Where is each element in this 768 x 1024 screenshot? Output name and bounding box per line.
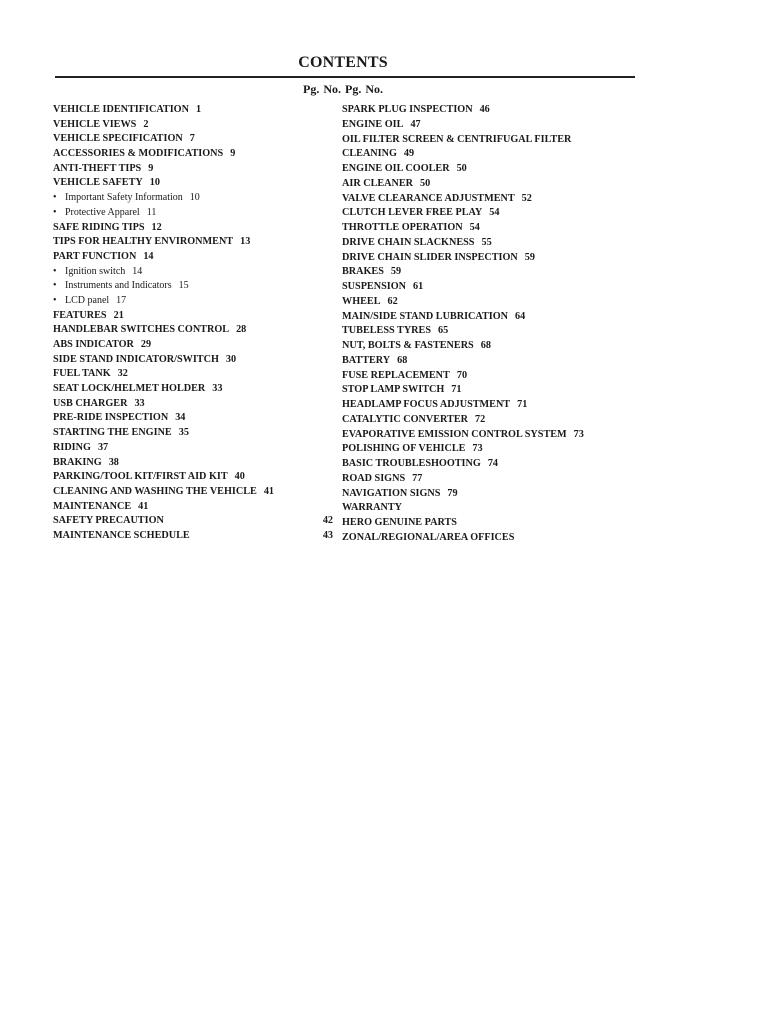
toc-entry-page: 77 [412, 472, 423, 484]
toc-entry [342, 339, 642, 354]
title-divider [55, 76, 635, 78]
toc-entry-page: 62 [387, 295, 398, 307]
toc-entry-title: SPARK PLUG INSPECTION [342, 104, 473, 115]
toc-entry-page: 28 [236, 324, 247, 336]
toc-entry [342, 221, 642, 236]
toc-entry [53, 441, 333, 456]
toc-entry [342, 487, 642, 502]
toc-entry-page: 50 [420, 177, 431, 189]
toc-entry-title: WHEEL [342, 295, 381, 307]
toc-entry-title: FUEL TANK [53, 368, 111, 380]
toc-entry [342, 206, 642, 221]
toc-entry-title: FEATURES [53, 309, 107, 321]
toc-entry-title: ABS INDICATOR [53, 339, 134, 350]
toc-entry [342, 413, 642, 428]
toc-entry [342, 531, 642, 546]
toc-entry [53, 206, 333, 221]
toc-entry [342, 280, 642, 295]
toc-entry-page: 30 [225, 353, 237, 365]
toc-entry-title: MAIN/SIDE STAND LUBRICATION [342, 310, 509, 322]
toc-entry-title: Ignition switch [65, 265, 126, 277]
toc-entry-page: 64 [515, 310, 526, 322]
toc-entry-title: TIPS FOR HEALTHY ENVIRONMENT [53, 236, 234, 248]
toc-entry-title: STARTING THE ENGINE [53, 427, 172, 439]
toc-entry-page: 47 [410, 118, 421, 130]
toc-entry-page: 74 [487, 458, 498, 469]
bullet-icon: • [53, 265, 57, 277]
toc-entry-page: 70 [456, 369, 468, 381]
toc-entry-page: 38 [108, 456, 119, 468]
toc-entry-title: CLEANING [342, 148, 397, 160]
toc-entry-page: 9 [230, 148, 236, 160]
toc-entry-title: BATTERY [342, 354, 391, 366]
toc-entry-title: DRIVE CHAIN SLIDER INSPECTION [342, 251, 518, 263]
toc-entry [342, 192, 642, 207]
toc-entry-title: SAFE RIDING TIPS [53, 221, 145, 233]
toc-entry [53, 118, 333, 133]
toc-entry [342, 324, 642, 339]
toc-entry-page: 1 [195, 104, 202, 115]
toc-entry [342, 442, 642, 457]
toc-entry [342, 133, 642, 148]
toc-entry-page: 41 [263, 485, 274, 497]
toc-entry-page: 59 [390, 266, 402, 278]
toc-entry [53, 176, 333, 191]
bullet-icon: • [53, 294, 57, 306]
toc-entry [342, 265, 642, 280]
page-title: CONTENTS [298, 54, 388, 71]
toc-entry-page: 61 [412, 281, 424, 292]
toc-entry [53, 103, 333, 118]
toc-entry [53, 309, 333, 324]
toc-entry [53, 426, 333, 441]
contents-left-column [53, 103, 333, 544]
toc-entry-title: BASIC TROUBLESHOOTING [342, 458, 481, 469]
toc-entry-page: 68 [480, 340, 491, 351]
toc-entry-page: 12 [151, 221, 162, 233]
toc-entry [53, 235, 333, 250]
toc-entry-title: STOP LAMP SWITCH [342, 384, 445, 396]
bullet-icon: • [53, 192, 57, 204]
toc-entry-title: PARKING/TOOL KIT/FIRST AID KIT [53, 471, 228, 483]
toc-entry-title: VALVE CLEARANCE ADJUSTMENT [342, 192, 515, 204]
toc-entry-title: CATALYTIC CONVERTER [342, 413, 468, 425]
toc-entry-title: PRE-RIDE INSPECTION [53, 412, 169, 424]
toc-entry-title: NAVIGATION SIGNS [342, 487, 441, 499]
toc-entry [342, 472, 642, 487]
toc-entry-page: 15 [178, 280, 189, 292]
toc-entry [53, 411, 333, 426]
toc-entry [342, 295, 642, 310]
page-number-header: Pg. No. Pg. No. [303, 82, 383, 96]
toc-entry [53, 323, 333, 338]
toc-entry-title: ANTI-THEFT TIPS [53, 162, 142, 174]
toc-entry [53, 397, 333, 412]
toc-entry [53, 485, 333, 500]
toc-entry-title: SUSPENSION [342, 281, 406, 292]
toc-entry-title: PART FUNCTION [53, 250, 137, 262]
toc-entry-page: 43 [322, 529, 333, 541]
toc-entry [342, 251, 642, 266]
toc-entry-page: 10 [189, 192, 200, 204]
toc-entry-page: 21 [113, 309, 124, 321]
toc-entry-title: WARRANTY [342, 502, 402, 514]
toc-entry [342, 354, 642, 369]
toc-entry [342, 236, 642, 251]
toc-entry [342, 103, 642, 118]
toc-entry-title: VEHICLE SPECIFICATION [53, 133, 183, 145]
toc-entry-title: Important Safety Information [65, 192, 183, 204]
toc-entry-page: 54 [469, 222, 480, 233]
toc-entry [342, 428, 642, 443]
toc-entry-title: SIDE STAND INDICATOR/SWITCH [53, 353, 219, 365]
toc-entry [342, 310, 642, 325]
toc-entry-page: 55 [481, 236, 492, 248]
toc-entry-page: 59 [524, 251, 535, 263]
bullet-icon: • [53, 206, 57, 218]
toc-entry-title: HEADLAMP FOCUS ADJUSTMENT [342, 399, 511, 410]
toc-entry [53, 191, 333, 206]
toc-entry [342, 398, 642, 413]
toc-entry-page: 37 [97, 441, 109, 453]
toc-entry-page: 14 [143, 250, 154, 262]
toc-entry [53, 265, 333, 280]
toc-entry [342, 501, 642, 516]
toc-entry [53, 162, 333, 177]
toc-entry [53, 456, 333, 471]
toc-entry-page: 49 [403, 148, 415, 160]
toc-entry [342, 457, 642, 472]
toc-entry-page: 32 [117, 368, 128, 380]
toc-entry-title: SAFETY PRECAUTION [53, 515, 164, 527]
toc-entry [342, 516, 642, 531]
toc-entry-page: 34 [175, 412, 186, 424]
toc-entry-title: ENGINE OIL COOLER [342, 163, 450, 174]
toc-entry-title: ZONAL/REGIONAL/AREA OFFICES [342, 531, 515, 543]
toc-entry [53, 382, 333, 397]
toc-entry-page: 9 [148, 162, 154, 174]
toc-entry-title: LCD panel [65, 294, 110, 306]
toc-entry-page: 65 [438, 325, 449, 337]
toc-entry-page: 10 [149, 177, 160, 189]
toc-entry-page: 40 [234, 471, 245, 483]
toc-entry-title: HANDLEBAR SWITCHES CONTROL [53, 324, 230, 336]
toc-entry-title: MAINTENANCE SCHEDULE [53, 529, 190, 541]
toc-entry-page: 13 [240, 236, 251, 248]
toc-entry-page: 35 [178, 427, 189, 439]
toc-entry [342, 369, 642, 384]
toc-entry [53, 500, 333, 515]
toc-entry-page: 41 [138, 500, 149, 512]
toc-entry-page: 7 [189, 133, 195, 145]
toc-entry-title: VEHICLE VIEWS [53, 118, 137, 130]
toc-entry-page: 73 [573, 428, 584, 440]
toc-entry [53, 221, 333, 236]
toc-entry [53, 338, 333, 353]
toc-entry-page: 71 [517, 399, 528, 410]
toc-entry [53, 279, 333, 294]
toc-entry-page: 14 [132, 265, 143, 277]
toc-entry [53, 514, 333, 529]
contents-right-column [342, 103, 642, 546]
toc-entry [53, 294, 333, 309]
toc-entry-page: 33 [134, 397, 145, 409]
toc-entry-title: USB CHARGER [53, 397, 128, 409]
toc-entry-title: THROTTLE OPERATION [342, 222, 463, 233]
toc-entry [342, 383, 642, 398]
toc-entry [342, 162, 642, 177]
toc-entry-page: 73 [472, 443, 483, 455]
toc-entry-page: 46 [479, 104, 490, 115]
toc-entry-page: 52 [521, 192, 532, 204]
toc-entry-page: 42 [322, 515, 333, 527]
toc-entry-title: RIDING [53, 441, 91, 453]
toc-entry [342, 177, 642, 192]
toc-entry-title: VEHICLE SAFETY [53, 177, 143, 189]
toc-entry-title: Protective Apparel [65, 206, 140, 218]
toc-entry-title: BRAKES [342, 266, 384, 278]
toc-entry-title: VEHICLE IDENTIFICATION [53, 104, 189, 115]
toc-entry [53, 470, 333, 485]
toc-entry-page: 79 [447, 487, 458, 499]
toc-entry-page: 11 [146, 206, 157, 218]
toc-entry [342, 147, 642, 162]
toc-entry [53, 353, 333, 368]
toc-entry-title: ACCESSORIES & MODIFICATIONS [53, 148, 224, 160]
toc-entry-page: 71 [451, 384, 462, 396]
toc-entry-page: 68 [397, 354, 408, 366]
toc-entry-title: MAINTENANCE [53, 500, 132, 512]
toc-entry-page: 33 [212, 383, 223, 395]
toc-entry-title: FUSE REPLACEMENT [342, 369, 450, 381]
toc-entry-title: ROAD SIGNS [342, 472, 406, 484]
toc-entry-title: AIR CLEANER [342, 177, 414, 189]
toc-entry-page: 29 [140, 339, 152, 350]
toc-entry-title: CLEANING AND WASHING THE VEHICLE [53, 485, 257, 497]
toc-entry-title: TUBELESS TYRES [342, 325, 431, 337]
toc-entry [53, 250, 333, 265]
toc-entry-title: NUT, BOLTS & FASTENERS [342, 340, 474, 351]
toc-entry-page: 54 [489, 207, 500, 219]
toc-entry-title: OIL FILTER SCREEN & CENTRIFUGAL FILTER [342, 133, 572, 145]
toc-entry-title: HERO GENUINE PARTS [342, 517, 457, 528]
toc-entry-page: 72 [474, 413, 486, 425]
toc-entry-title: DRIVE CHAIN SLACKNESS [342, 236, 475, 248]
toc-entry [53, 529, 333, 544]
toc-entry-title: EVAPORATIVE EMISSION CONTROL SYSTEM [342, 428, 567, 440]
toc-entry [342, 118, 642, 133]
bullet-icon: • [53, 280, 57, 292]
toc-entry-page: 2 [143, 118, 149, 130]
toc-entry-page: 50 [456, 163, 467, 174]
toc-entry [53, 132, 333, 147]
toc-entry-page: 17 [116, 294, 127, 306]
toc-entry-title: ENGINE OIL [342, 118, 404, 130]
toc-entry-title: Instruments and Indicators [65, 280, 172, 292]
toc-entry [53, 367, 333, 382]
toc-entry-title: CLUTCH LEVER FREE PLAY [342, 207, 483, 219]
toc-entry-title: POLISHING OF VEHICLE [342, 443, 466, 455]
toc-entry-title: BRAKING [53, 456, 102, 468]
toc-entry [53, 147, 333, 162]
toc-entry-title: SEAT LOCK/HELMET HOLDER [53, 383, 206, 395]
